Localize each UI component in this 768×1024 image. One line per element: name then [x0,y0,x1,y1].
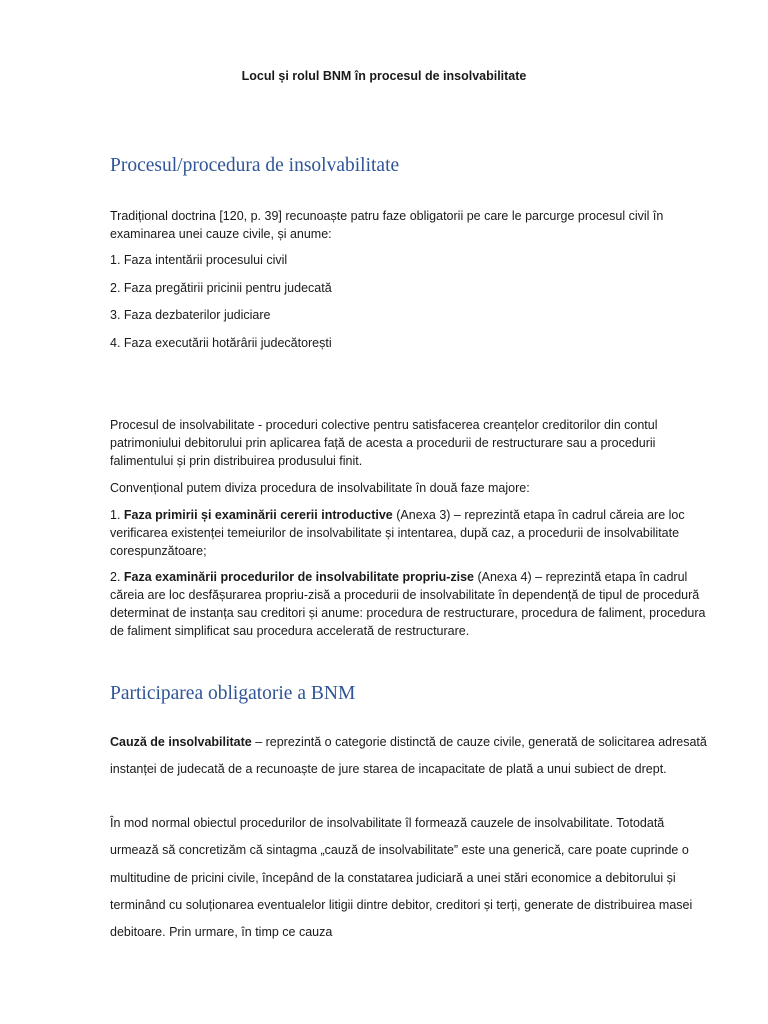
section-heading-bnm-participation: Participarea obligatorie a BNM [110,683,356,704]
major-phase-2-number: 2. [110,570,124,584]
phase-item-4: 4. Faza executării hotărârii judecătorești [110,336,332,350]
definition-paragraph: Procesul de insolvabilitate - proceduri colective pentru satisfacerea creanțelor creditorilor din contul patrimoniului debitorului prin aplicarea față de acesta a procedurii de restructurare sau a procedurii falimentului și prin distribuirea produsului finit. [110,418,658,468]
document-title: Locul și rolul BNM în procesul de insolvabilitate [241,69,527,83]
major-phase-2 [110,568,710,640]
phase-item-1: 1. Faza intentării procesului civil [110,253,288,267]
major-phase-1-title: Faza primirii și examinării cererii introductive [123,508,393,522]
conventional-paragraph: Convențional putem diviza procedura de insolvabilitate în două faze majore: [110,481,530,495]
intro-paragraph: Tradițional doctrina [120, p. 39] recunoaște patru faze obligatorii pe care le parcurge procesul civil în examinarea unei cauze civile, și anume: [110,209,664,241]
major-phase-1-number: 1. [110,508,124,522]
major-phase-1 [110,506,710,560]
phase-item-3: 3. Faza dezbaterilor judiciare [110,308,271,322]
cause-term: Cauză de insolvabilitate [110,735,252,749]
normal-object-paragraph: În mod normal obiectul procedurilor de insolvabilitate îl formează cauzele de insolvabilitate. Totodată urmează să concretizăm că sintagma „cauză de insolvabilitate” este una generică, care poate cuprinde o multitudine de pricini civile, începând de la constatarea judiciară a unei stări economice a debitorului și terminând cu soluționarea eventualelor litigii dintre debitor, creditori și terți, generate de distribuirea masei debitoare. Prin urmare, în timp ce cauza [110,816,693,940]
phase-item-2: 2. Faza pregătirii pricinii pentru judecată [110,281,332,295]
cause-text: – reprezintă o categorie distinctă de cauze civile, generată de solicitarea adresată instanței de judecată de a recunoaște de jure starea de incapacitate de plată a unui subiect de drept. [110,735,707,777]
major-phase-2-text: (Anexa 4) – reprezintă etapa în cadrul căreia are loc desfășurarea propriu-zisă a procedurii de insolvabilitate în dependență de tipul de procedură determinat de instanța sau creditori și anume: procedura de restructurare, procedura de faliment, procedura de faliment simplificat sau procedura accelerată de restructurare. [110,570,706,638]
major-phase-1-text: (Anexa 3) – reprezintă etapa în cadrul căreia are loc verificarea existenței temeiurilor de insolvabilitate și intentarea, după caz, a procedurii de insolvabilitate corespunzătoare; [110,508,685,558]
cause-definition-paragraph [110,729,710,784]
section-heading-insolvency-procedure: Procesul/procedura de insolvabilitate [110,155,400,176]
major-phase-2-title: Faza examinării procedurilor de insolvabilitate propriu-zise [123,570,474,584]
